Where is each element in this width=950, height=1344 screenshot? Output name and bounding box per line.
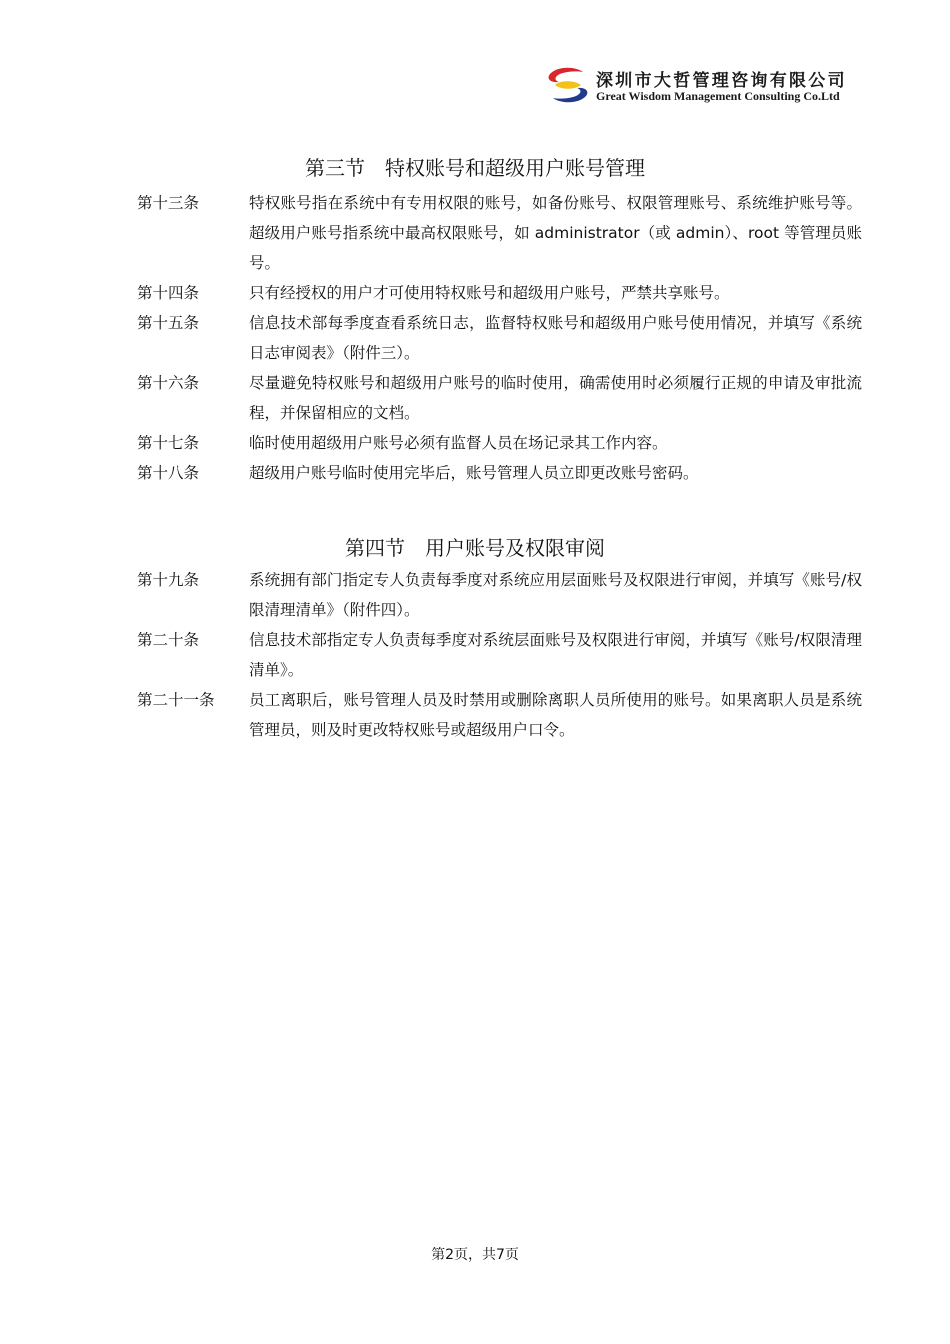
article-text: 信息技术部每季度查看系统日志，监督特权账号和超级用户账号使用情况，并填写《系统日志审阅表》（附件三）。	[249, 314, 862, 362]
company-name-cn: 深圳市大哲管理咨询有限公司	[596, 71, 847, 91]
article-text: 员工离职后，账号管理人员及时禁用或删除离职人员所使用的账号。如果离职人员是系统管理员，则及时更改特权账号或超级用户口令。	[249, 691, 862, 739]
article-text: 特权账号指在系统中有专用权限的账号，如备份账号、权限管理账号、系统维护账号等。超级用户账号指系统中最高权限账号，如 administrator（或 admin）、root 等管理员账号。	[249, 194, 862, 272]
article-item	[137, 625, 862, 685]
article-item	[137, 565, 862, 625]
article-item	[137, 428, 862, 458]
article-number: 第十五条	[137, 314, 200, 332]
article-number: 第二十条	[137, 631, 200, 649]
article-text: 信息技术部指定专人负责每季度对系统层面账号及权限进行审阅，并填写《账号/权限清理清单》。	[249, 631, 862, 679]
company-logo-icon	[545, 66, 591, 104]
article-text: 临时使用超级用户账号必须有监督人员在场记录其工作内容。	[249, 434, 668, 452]
article-item	[137, 685, 862, 745]
article-text: 超级用户账号临时使用完毕后，账号管理人员立即更改账号密码。	[249, 464, 699, 482]
section-title: 第三节 特权账号和超级用户账号管理	[305, 156, 645, 180]
article-item	[137, 458, 862, 488]
article-item	[137, 308, 862, 368]
article-item	[137, 278, 862, 308]
article-text: 尽量避免特权账号和超级用户账号的临时使用，确需使用时必须履行正规的申请及审批流程，并保留相应的文档。	[249, 374, 862, 422]
company-name-en: Great Wisdom Management Consulting Co.Ltd	[596, 89, 840, 103]
article-number: 第十七条	[137, 434, 200, 452]
section-title: 第四节 用户账号及权限审阅	[345, 536, 605, 560]
article-number: 第十三条	[137, 194, 200, 212]
article-text: 系统拥有部门指定专人负责每季度对系统应用层面账号及权限进行审阅，并填写《账号/权限清理清单》（附件四）。	[249, 571, 862, 619]
article-item	[137, 368, 862, 428]
article-text: 只有经授权的用户才可使用特权账号和超级用户账号，严禁共享账号。	[249, 284, 730, 302]
page-footer: 第2页，共7页	[431, 1247, 519, 1263]
article-number: 第十四条	[137, 284, 200, 302]
page-header	[545, 64, 875, 108]
article-number: 第十九条	[137, 571, 200, 589]
article-number: 第十八条	[137, 464, 200, 482]
article-number: 第十六条	[137, 374, 200, 392]
article-item	[137, 188, 862, 278]
article-number: 第二十一条	[137, 691, 215, 709]
